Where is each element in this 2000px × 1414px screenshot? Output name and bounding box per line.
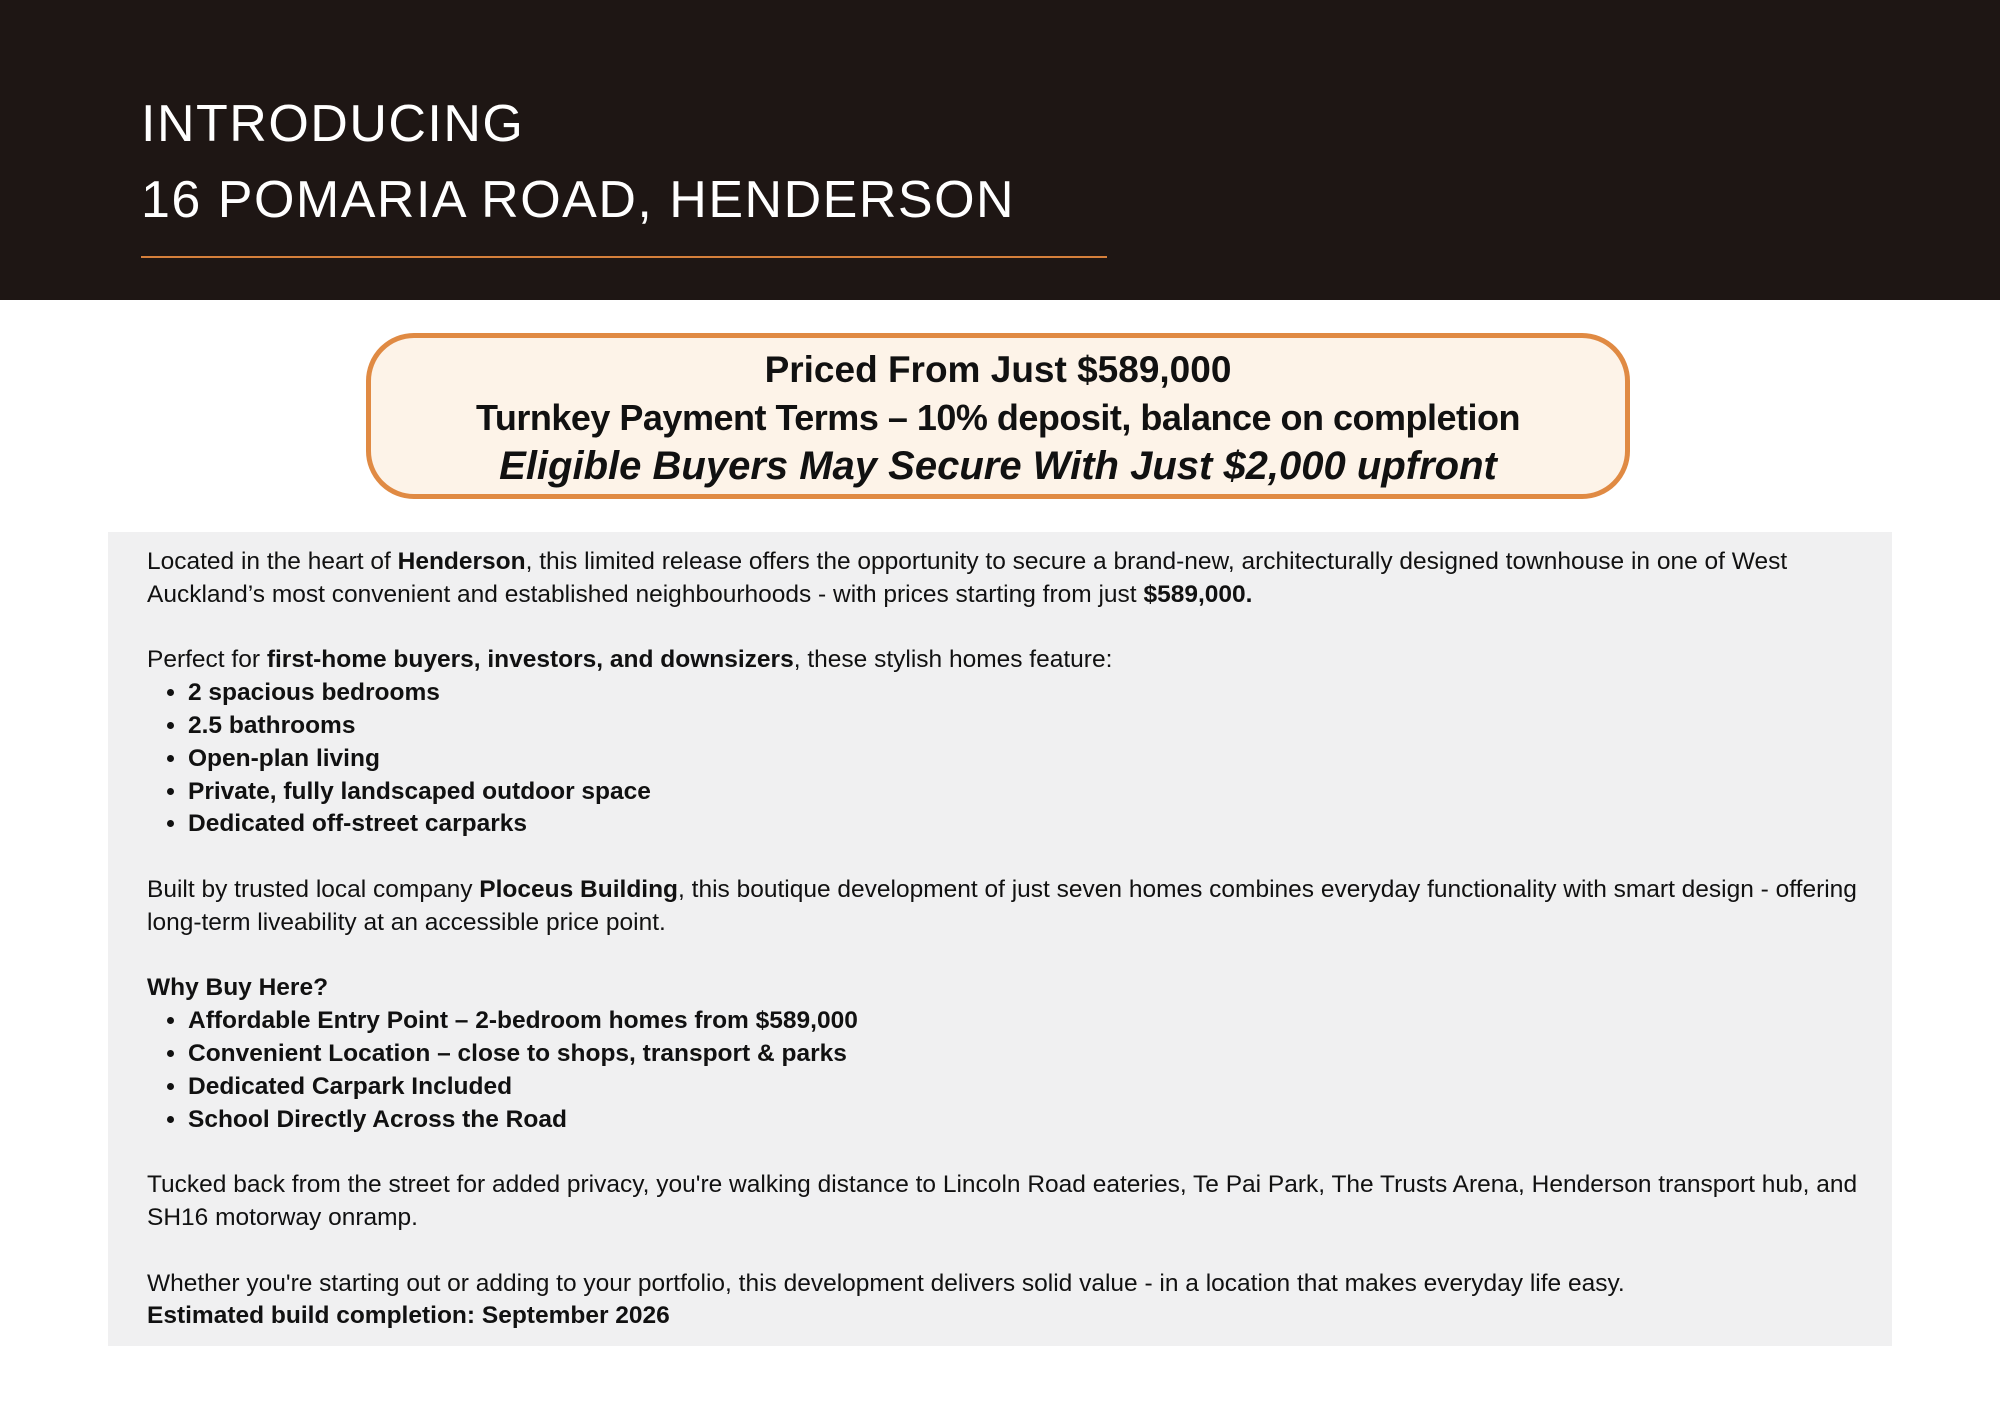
intro-paragraph [147,546,1862,612]
why-heading-text: Why Buy Here? [147,974,329,1002]
intro-price: $589,000. [1143,580,1253,608]
list-item: • School Directly Across the Road [188,1104,1862,1137]
description-panel [108,532,1892,1346]
intro-heading: INTRODUCING [141,95,525,153]
spacer [147,1235,1862,1268]
list-item: • 2 spacious bedrooms [188,677,1862,710]
why-heading [147,972,1862,1005]
price-line: Priced From Just $589,000 [764,349,1232,390]
perfect-text: Perfect for [147,646,267,674]
spacer [147,612,1862,645]
intro-text-2: , this limited release offers the opportunity to secure a brand-new, architecturally designed townhouse in one of West Auckland’s most convenient and established neighbourhoods - with prices starting from just [147,548,1788,608]
builder-text-2: , this boutique development of just seven homes combines everyday functionality with smart design - offering long-term liveability at an accessible price point. [147,875,1857,936]
perfect-paragraph [147,644,1862,677]
features-list [147,677,1862,841]
intro-text: Located in the heart of [147,548,398,575]
list-item: • Private, fully landscaped outdoor space [188,776,1862,809]
price-callout [366,333,1630,499]
list-item: • 2.5 bathrooms [188,710,1862,743]
list-item: • Dedicated off-street carparks [188,808,1862,841]
list-item: • Convenient Location – close to shops, transport & parks [188,1038,1862,1071]
builder-paragraph [147,874,1862,940]
intro-suburb: Henderson [397,548,526,575]
header-divider [141,256,1107,258]
payment-terms-line: Turnkey Payment Terms – 10% deposit, balance on completion [476,397,1520,438]
summary-paragraph: Whether you're starting out or adding to your portfolio, this development delivers solid value - in a location that makes everyday life easy. [147,1269,1625,1297]
builder-name: Ploceus Building [479,875,679,903]
list-item: • Open-plan living [188,743,1862,776]
perfect-text-2: , these stylish homes feature: [793,646,1113,674]
list-item: • Affordable Entry Point – 2-bedroom homes from $589,000 [188,1005,1862,1038]
header-banner [0,0,2000,300]
address-heading: 16 POMARIA ROAD, HENDERSON [141,171,1016,229]
spacer [147,940,1862,973]
builder-text: Built by trusted local company [147,875,480,903]
perfect-audience: first-home buyers, investors, and downsizers [266,646,794,674]
completion-date [147,1300,1862,1333]
upfront-line: Eligible Buyers May Secure With Just $2,000 upfront [499,444,1497,488]
list-item: • Dedicated Carpark Included [188,1071,1862,1104]
spacer [147,841,1862,874]
spacer [147,1136,1862,1169]
why-list [147,1005,1862,1136]
location-paragraph: Tucked back from the street for added privacy, you're walking distance to Lincoln Road eateries, Te Pai Park, The Trusts Arena, Henderson transport hub, and SH16 motorway onramp. [147,1171,1858,1231]
completion-text: Estimated build completion: September 2026 [147,1302,670,1330]
